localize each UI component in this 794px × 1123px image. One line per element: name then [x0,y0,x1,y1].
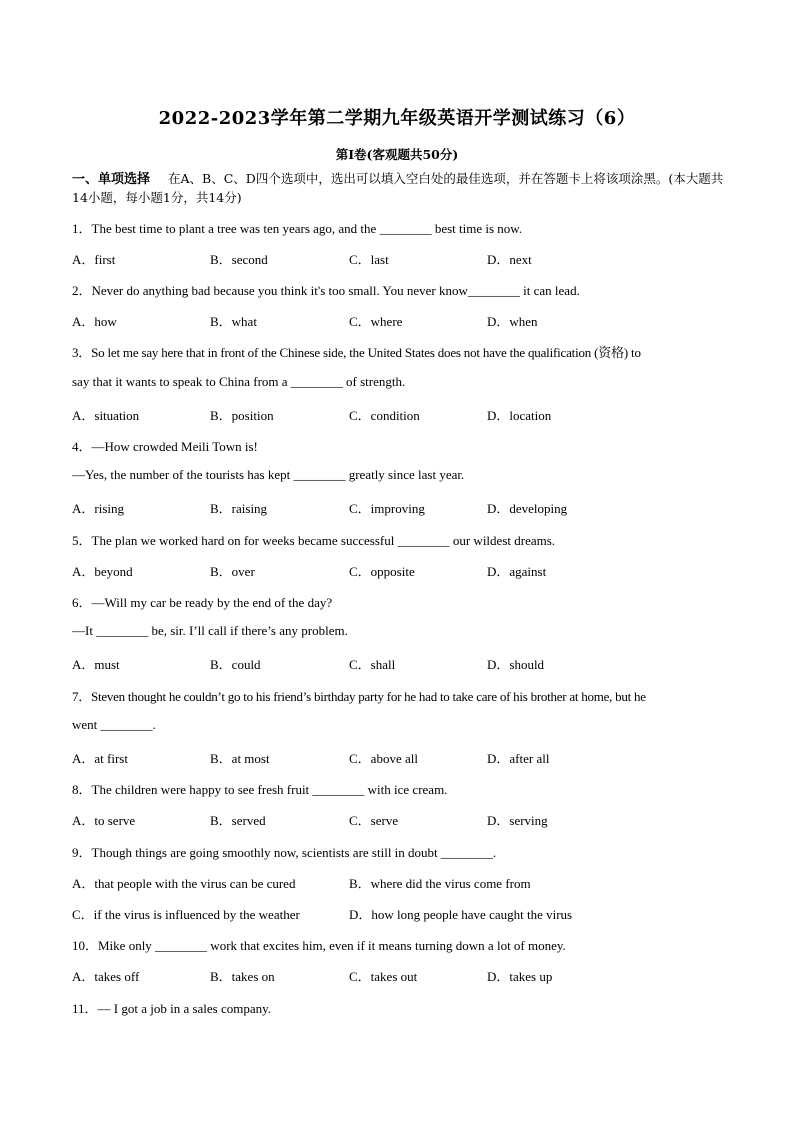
question-2-option-b[interactable]: B．what [210,314,257,329]
question-3-option-c[interactable]: C．condition [349,408,420,423]
question-9-option-b[interactable]: B．where did the virus come from [349,876,531,891]
question-4-option-c[interactable]: C．improving [349,501,425,516]
question-5-option-b[interactable]: B．over [210,564,255,579]
question-9-option-c[interactable]: C．if the virus is influenced by the weather [72,907,300,922]
question-2-option-c[interactable]: C．where [349,314,403,329]
question-6-option-b[interactable]: B．could [210,657,261,672]
question-9-option-d[interactable]: D．how long people have caught the virus [349,907,573,922]
question-9-stem: 9．Though things are going smoothly now, scientists are still in doubt ________. [72,845,497,860]
question-1-option-c[interactable]: C．last [349,252,389,267]
question-7-option-b[interactable]: B．at most [210,751,270,766]
question-3-option-b[interactable]: B．position [210,408,274,423]
question-1-option-d[interactable]: D．next [487,252,532,267]
question-10-option-b[interactable]: B．takes on [210,969,275,984]
question-3-option-a[interactable]: A．situation [72,408,140,423]
question-8-stem: 8．The children were happy to see fresh fruit ________ with ice cream. [72,782,448,797]
question-4-option-a[interactable]: A．rising [72,501,125,516]
part-subtitle: 第I卷(客观题共50分) [335,147,459,162]
question-1-stem: 1．The best time to plant a tree was ten years ago, and the ________ best time is now. [72,221,523,236]
question-5-stem: 5．The plan we worked hard on for weeks became successful ________ our wildest dreams. [72,533,556,548]
question-7-option-c[interactable]: C．above all [349,751,418,766]
question-4-option-b[interactable]: B．raising [210,501,268,516]
question-5-option-c[interactable]: C．opposite [349,564,415,579]
question-8-option-d[interactable]: D．serving [487,813,548,828]
question-6-option-d[interactable]: D．should [487,657,545,672]
question-6-stem-line-1: 6．—Will my car be ready by the end of the day? [72,595,333,610]
question-10-stem: 10．Mike only ________ work that excites him, even if it means turning down a lot of money. [72,938,566,953]
question-2-stem: 2．Never do anything bad because you think it's too small. You never know________ it can lead. [72,283,580,298]
question-2-option-a[interactable]: A．how [72,314,117,329]
question-2-option-d[interactable]: D．when [487,314,538,329]
question-3-option-d[interactable]: D．location [487,408,552,423]
question-10-option-c[interactable]: C．takes out [349,969,418,984]
question-7-stem-line-2: went ________. [72,717,156,732]
question-7-option-d[interactable]: D．after all [487,751,550,766]
question-4-option-d[interactable]: D．developing [487,501,568,516]
question-8-option-a[interactable]: A．to serve [72,813,136,828]
section-instruction: 在A、B、C、D四个选项中，选出可以填入空白处的最佳选项，并在答题卡上将该项涂黑。(本大题共14小题，每小题1分，共14分) [72,171,724,205]
question-7-option-a[interactable]: A．at first [72,751,128,766]
question-4-stem-line-2: —Yes, the number of the tourists has kept ________ greatly since last year. [72,467,465,482]
page-title: 2022-2023学年第二学期九年级英语开学测试练习（6） [158,108,636,129]
question-6-option-c[interactable]: C．shall [349,657,396,672]
question-6-stem-line-2: —It ________ be, sir. I’ll call if there’s any problem. [72,623,348,638]
question-3-stem-line-2: say that it wants to speak to China from a ________ of strength. [72,374,406,389]
question-5-option-a[interactable]: A．beyond [72,564,133,579]
question-6-option-a[interactable]: A．must [72,657,120,672]
section-header [72,170,732,207]
question-7-stem-line-1: 7．Steven thought he couldn’t go to his friend’s birthday party for he had to take care of his brother at home, but he [72,689,646,704]
question-3-stem-line-1: 3．So let me say here that in front of the Chinese side, the United States does not have the qualification (资格) to [72,345,641,360]
question-1-option-a[interactable]: A．first [72,252,116,267]
question-10-option-d[interactable]: D．takes up [487,969,553,984]
section-title: 一、单项选择 [72,172,151,187]
question-9-option-a[interactable]: A．that people with the virus can be cured [72,876,296,891]
question-8-option-b[interactable]: B．served [210,813,266,828]
question-5-option-d[interactable]: D．against [487,564,547,579]
question-10-option-a[interactable]: A．takes off [72,969,140,984]
question-11-stem: 11．— I got a job in a sales company. [72,1001,272,1016]
question-1-option-b[interactable]: B．second [210,252,268,267]
question-8-option-c[interactable]: C．serve [349,813,399,828]
question-4-stem-line-1: 4．—How crowded Meili Town is! [72,439,258,454]
